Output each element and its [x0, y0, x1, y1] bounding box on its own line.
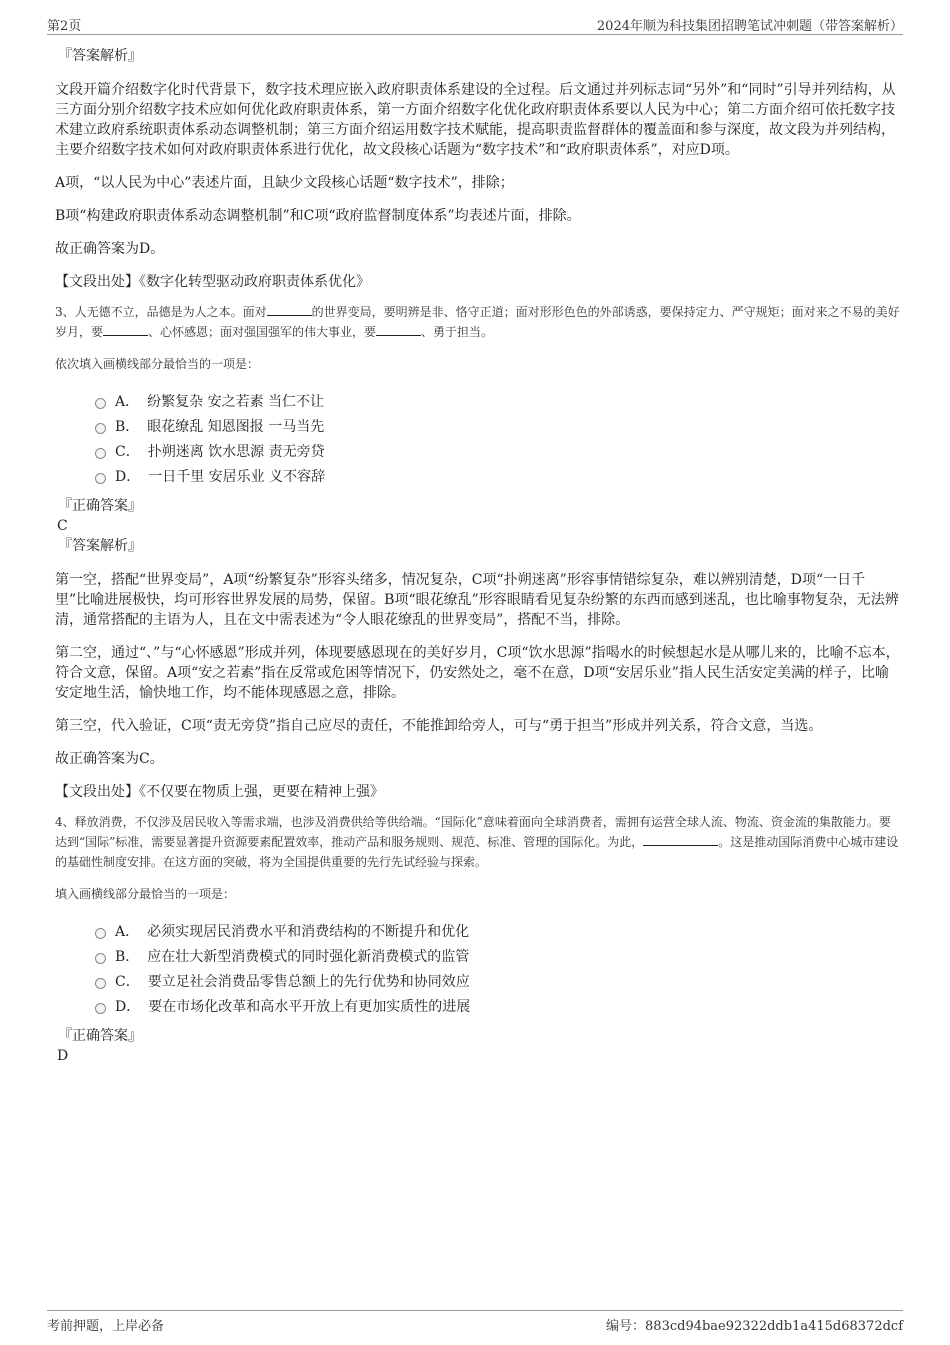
correct-answer-label: 『正确答案』	[58, 1028, 142, 1044]
option-b[interactable]: B． 应在壮大新型消费模式的同时强化新消费模式的监管	[95, 945, 900, 970]
page-content	[55, 46, 900, 1066]
footer-slogan: 考前押题，上岸必备	[47, 1319, 165, 1334]
analysis-paragraph: A项，“以人民为中心”表述片面，且缺少文段核心话题“数字技术”，排除；	[55, 175, 514, 191]
question-stem: 3、人无德不立，品德是为人之本。面对 的世界变局，要明辨是非、恪守正道；面对形形色色的外部诱惑，要保持定力、严守规矩；面对来之不易的美好岁月，要 、心怀感恩；面对强国强军的伟大事业，要 、勇于担当。	[55, 305, 900, 339]
option-a[interactable]: A． 必须实现居民消费水平和消费结构的不断提升和优化	[95, 920, 900, 945]
analysis-conclusion: 故正确答案为C。	[55, 751, 164, 767]
analysis-paragraph: 第二空，通过“、”与“心怀感恩”形成并列，体现要感恩现在的美好岁月，C项“饮水思源”指喝水的时候想起水是从哪儿来的，比喻不忘本，符合文意，保留。A项“安之若素”指在反常或危困等情况下，仍安然处之，毫不在意，D项“安居乐业”指人民生活安定美满的样子，比喻安定地生活，愉快地工作，均不能体现感恩之意，排除。	[55, 645, 900, 701]
q4-options	[95, 920, 900, 1020]
document-code: 编号：883cd94bae92322ddb1a415d68372dcf	[606, 1319, 903, 1334]
radio-button[interactable]	[95, 978, 106, 989]
radio-button[interactable]	[95, 953, 106, 964]
option-c[interactable]: C． 要立足社会消费品零售总额上的先行优势和协同效应	[95, 970, 900, 995]
q3-options	[95, 390, 900, 490]
radio-button[interactable]	[95, 398, 106, 409]
correct-answer: D	[57, 1048, 69, 1064]
correct-answer-label: 『正确答案』	[58, 498, 142, 514]
question-stem: 4、释放消费，不仅涉及居民收入等需求端，也涉及消费供给等供给端。“国际化”意味着面向全球消费者，需拥有运营全球人流、物流、资金流的集散能力。要达到“国际”标准，需要显著提升资源要素配置效率，推动产品和服务规则、规范、标准、管理的国际化。为此， 。这是推动国际消费中心城市建设的基础性制度安排。在这方面的突破，将为全国提供重要的先行先试经验与探索。	[55, 815, 899, 869]
analysis-paragraph: 第三空，代入验证，C项“责无旁贷”指自己应尽的责任，不能推卸给旁人，可与“勇于担当”形成并列关系，符合文意，当选。	[55, 718, 823, 734]
option-d[interactable]: D． 要在市场化改革和高水平开放上有更加实质性的进展	[95, 995, 900, 1020]
fill-blank	[376, 323, 421, 336]
document-title: 2024年顺为科技集团招聘笔试冲刺题（带答案解析）	[596, 19, 903, 34]
page-number: 第2页	[47, 19, 82, 34]
analysis-paragraph: 第一空，搭配“世界变局”，A项“纷繁复杂”形容头绪多，情况复杂，C项“扑朔迷离”形容事情错综复杂，难以辨别清楚，D项“一日千里”比喻进展极快，均可形容世界发展的局势，保留。B项“眼花缭乱”形容眼睛看见复杂纷繁的东西而感到迷乱，也比喻事物复杂，无法辨清，通常搭配的主语为人，且在文中需表述为“令人眼花缭乱的世界变局”，搭配不当，排除。	[55, 572, 899, 628]
option-a[interactable]: A． 纷繁复杂 安之若素 当仁不让	[95, 390, 900, 415]
question-prompt: 填入画横线部分最恰当的一项是：	[55, 887, 236, 901]
radio-button[interactable]	[95, 473, 106, 484]
radio-button[interactable]	[95, 448, 106, 459]
page-footer	[47, 1310, 903, 1334]
fill-blank	[267, 303, 312, 316]
analysis-paragraph: 文段开篇介绍数字化时代背景下，数字技术理应嵌入政府职责体系建设的全过程。后文通过并列标志词“另外”和“同时”引导并列结构，从三方面分别介绍数字技术应如何优化政府职责体系，第一方面介绍数字化优化政府职责体系要以人民为中心；第二方面介绍可依托数字技术建立政府系统职责体系动态调整机制；第三方面介绍运用数字技术赋能，提高职责监督群体的覆盖面和参与深度，故文段为并列结构，主要介绍数字技术如何对政府职责体系进行优化，故文段核心话题为“数字技术”和“政府职责体系”，对应D项。	[55, 82, 896, 158]
analysis-paragraph: B项“构建政府职责体系动态调整机制”和C项“政府监督制度体系”均表述片面，排除。	[55, 208, 581, 224]
source-citation: 【文段出处】《不仅要在物质上强，更要在精神上强》	[55, 784, 384, 800]
radio-button[interactable]	[95, 423, 106, 434]
page-header	[47, 14, 903, 35]
analysis-conclusion: 故正确答案为D。	[55, 241, 165, 257]
radio-button[interactable]	[95, 928, 106, 939]
radio-button[interactable]	[95, 1003, 106, 1014]
source-citation: 【文段出处】《数字化转型驱动政府职责体系优化》	[55, 274, 370, 290]
analysis-label: 『答案解析』	[58, 48, 142, 64]
fill-blank	[103, 323, 148, 336]
correct-answer: C	[57, 518, 68, 534]
fill-blank	[643, 833, 718, 846]
option-b[interactable]: B． 眼花缭乱 知恩图报 一马当先	[95, 415, 900, 440]
analysis-label: 『答案解析』	[58, 538, 142, 554]
option-d[interactable]: D． 一日千里 安居乐业 义不容辞	[95, 465, 900, 490]
question-prompt: 依次填入画横线部分最恰当的一项是：	[55, 357, 260, 371]
option-c[interactable]: C． 扑朔迷离 饮水思源 责无旁贷	[95, 440, 900, 465]
